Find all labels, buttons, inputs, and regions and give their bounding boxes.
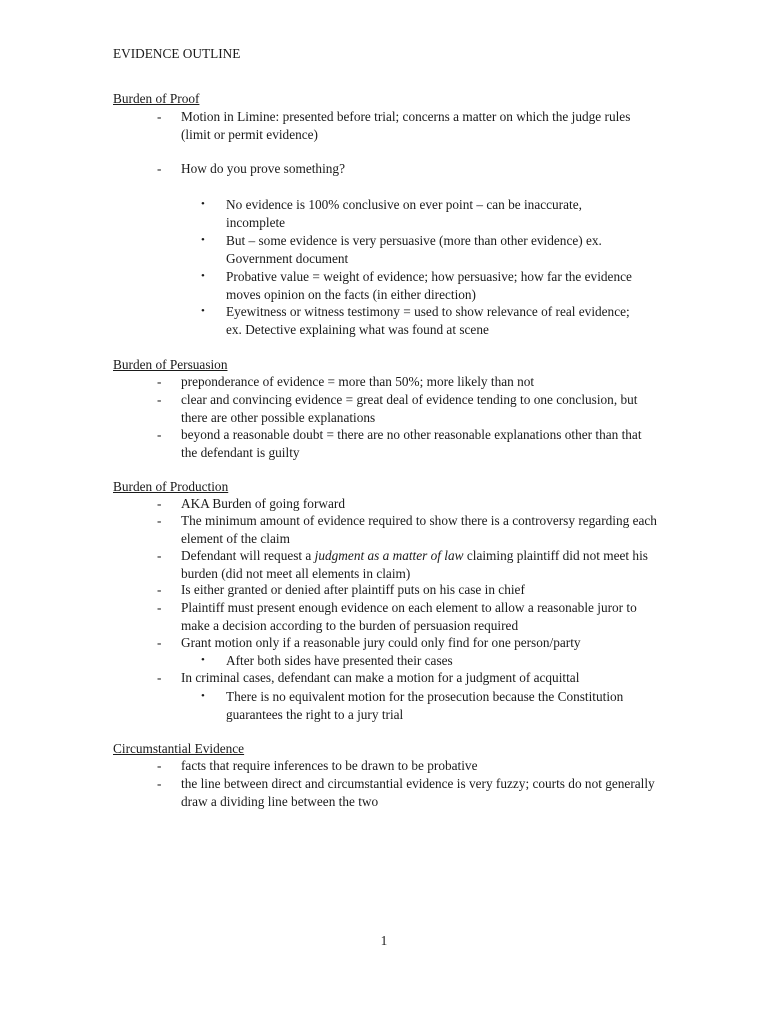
list-item bbox=[157, 160, 657, 178]
dash-marker: - bbox=[157, 392, 162, 407]
section-heading-circumstantial-evidence: Circumstantial Evidence bbox=[113, 741, 245, 756]
bullet-item-text: There is no equivalent motion for the prosecution because the Constitution guarantees the right to a jury trial bbox=[226, 689, 624, 722]
list-item-text: The minimum amount of evidence required to show there is a controversy regarding each element of the claim bbox=[181, 513, 657, 546]
bullet-marker: • bbox=[201, 305, 205, 317]
bullet-item bbox=[201, 232, 641, 267]
italic-term: judgment as a matter of law bbox=[314, 548, 464, 563]
dash-marker: - bbox=[157, 496, 162, 511]
bullet-item-text: After both sides have presented their cases bbox=[226, 653, 453, 668]
list-item-text bbox=[181, 547, 657, 582]
list-item bbox=[157, 757, 657, 775]
dash-marker: - bbox=[157, 161, 162, 176]
list-item-text: clear and convincing evidence = great deal of evidence tending to one conclusion, but there are other possible explanations bbox=[181, 392, 638, 425]
section-heading-burden-of-proof: Burden of Proof bbox=[113, 91, 200, 106]
list-item bbox=[157, 495, 657, 513]
list-item-text: Plaintiff must present enough evidence on each element to allow a reasonable juror to make a decision according to the burden of persuasion required bbox=[181, 600, 637, 633]
list-item bbox=[157, 547, 657, 582]
list-item bbox=[157, 599, 657, 634]
bullet-marker: • bbox=[201, 690, 205, 702]
dash-marker: - bbox=[157, 758, 162, 773]
list-item bbox=[157, 391, 657, 426]
bullet-marker: • bbox=[201, 270, 205, 282]
bullet-item-text: Eyewitness or witness testimony = used to show relevance of real evidence; ex. Detective explaining what was found at scene bbox=[226, 304, 630, 337]
text-segment: claiming plaintiff did not meet his burden (did not meet all elements in claim) bbox=[181, 548, 648, 581]
bullet-item-text: But – some evidence is very persuasive (more than other evidence) ex. Government document bbox=[226, 233, 602, 266]
bullet-item bbox=[201, 268, 641, 303]
bullet-item-text: No evidence is 100% conclusive on ever point – can be inaccurate, incomplete bbox=[226, 197, 582, 230]
bullet-item-text: Probative value = weight of evidence; how persuasive; how far the evidence moves opinion on the facts (in either direction) bbox=[226, 269, 632, 302]
bullet-item bbox=[201, 688, 641, 723]
list-item-text: beyond a reasonable doubt = there are no other reasonable explanations other than that the defendant is guilty bbox=[181, 427, 642, 460]
list-item-text: the line between direct and circumstantial evidence is very fuzzy; courts do not generally draw a dividing line between the two bbox=[181, 776, 655, 809]
dash-marker: - bbox=[157, 109, 162, 124]
bullet-item bbox=[201, 196, 641, 231]
dash-marker: - bbox=[157, 635, 162, 650]
dash-marker: - bbox=[157, 582, 162, 597]
document-title: EVIDENCE OUTLINE bbox=[113, 46, 241, 61]
list-item bbox=[157, 775, 657, 810]
list-item-text: preponderance of evidence = more than 50%; more likely than not bbox=[181, 374, 535, 389]
text-segment: Defendant will request a bbox=[181, 548, 315, 563]
list-item bbox=[157, 108, 657, 143]
list-item bbox=[157, 669, 657, 687]
list-item bbox=[157, 581, 657, 599]
bullet-item bbox=[201, 303, 641, 338]
list-item-text: Is either granted or denied after plaintiff puts on his case in chief bbox=[181, 582, 525, 597]
bullet-marker: • bbox=[201, 654, 205, 666]
dash-marker: - bbox=[157, 548, 162, 563]
dash-marker: - bbox=[157, 427, 162, 442]
list-item-text: Motion in Limine: presented before trial; concerns a matter on which the judge rules (limit or permit evidence) bbox=[181, 109, 631, 142]
section-heading-burden-of-production: Burden of Production bbox=[113, 479, 229, 494]
list-item-text: facts that require inferences to be drawn to be probative bbox=[181, 758, 478, 773]
section-heading-burden-of-persuasion: Burden of Persuasion bbox=[113, 357, 228, 372]
bullet-item bbox=[201, 652, 641, 670]
dash-marker: - bbox=[157, 670, 162, 685]
dash-marker: - bbox=[157, 513, 162, 528]
list-item bbox=[157, 512, 657, 547]
list-item-text: How do you prove something? bbox=[181, 161, 345, 176]
list-item-text: Grant motion only if a reasonable jury could only find for one person/party bbox=[181, 635, 581, 650]
dash-marker: - bbox=[157, 776, 162, 791]
list-item-text: AKA Burden of going forward bbox=[181, 496, 345, 511]
dash-marker: - bbox=[157, 600, 162, 615]
dash-marker: - bbox=[157, 374, 162, 389]
page-number: 1 bbox=[380, 933, 388, 948]
bullet-marker: • bbox=[201, 198, 205, 210]
bullet-marker: • bbox=[201, 234, 205, 246]
list-item-text: In criminal cases, defendant can make a motion for a judgment of acquittal bbox=[181, 670, 580, 685]
list-item bbox=[157, 634, 657, 652]
list-item bbox=[157, 373, 657, 391]
list-item bbox=[157, 426, 657, 461]
